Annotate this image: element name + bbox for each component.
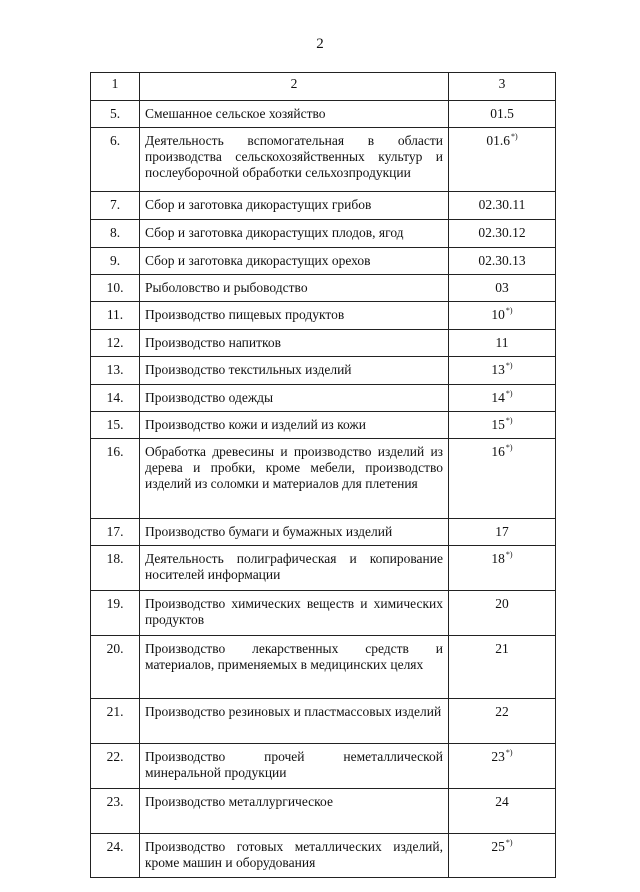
table-row (91, 248, 556, 275)
activity-code-cell (449, 744, 556, 789)
activity-code-cell (449, 330, 556, 357)
row-number: 11. (91, 302, 140, 330)
activity-name: Производство лекарственных средств и материалов, применяемых в медицинских целях (140, 636, 449, 699)
header-cell-3: 3 (449, 73, 556, 101)
table-body (91, 73, 556, 878)
activity-name: Смешанное сельское хозяйство (140, 101, 449, 128)
row-number: 9. (91, 248, 140, 275)
activity-code-cell (449, 101, 556, 128)
activity-code: 13 (491, 362, 505, 377)
activity-code: 16 (491, 444, 505, 459)
row-number: 5. (91, 101, 140, 128)
row-number: 19. (91, 591, 140, 636)
row-number: 24. (91, 834, 140, 878)
activity-code: 18 (491, 551, 505, 566)
row-number: 20. (91, 636, 140, 699)
row-number: 10. (91, 275, 140, 302)
table-row (91, 192, 556, 220)
activity-code: 02.30.13 (478, 253, 526, 268)
activity-code: 21 (495, 641, 509, 656)
table-row (91, 519, 556, 546)
activity-name: Производство бумаги и бумажных изделий (140, 519, 449, 546)
row-number: 18. (91, 546, 140, 591)
page-number: 2 (316, 36, 324, 52)
footnote-mark: *) (505, 748, 513, 757)
activity-name: Сбор и заготовка дикорастущих плодов, ягод (140, 220, 449, 248)
footnote-mark: *) (505, 838, 513, 847)
row-number: 21. (91, 699, 140, 744)
activity-code-cell (449, 357, 556, 385)
footnote-mark: *) (505, 361, 513, 370)
activity-name: Производство пищевых продуктов (140, 302, 449, 330)
row-number: 13. (91, 357, 140, 385)
activity-code-cell (449, 128, 556, 192)
activity-code-cell (449, 439, 556, 519)
activity-name: Деятельность вспомогательная в области производства сельскохозяйственных культур и послеуборочной обработки сельхозпродукции (140, 128, 449, 192)
activity-code-cell (449, 275, 556, 302)
activity-code-cell (449, 192, 556, 220)
table-row (91, 636, 556, 699)
activity-name: Производство текстильных изделий (140, 357, 449, 385)
table-row (91, 834, 556, 878)
row-number: 16. (91, 439, 140, 519)
header-cell-2: 2 (140, 73, 449, 101)
activity-code-cell (449, 591, 556, 636)
activity-code: 24 (495, 794, 509, 809)
table-row (91, 699, 556, 744)
activity-name: Производство напитков (140, 330, 449, 357)
activity-code: 01.5 (490, 106, 514, 121)
activity-code-cell (449, 412, 556, 439)
row-number: 7. (91, 192, 140, 220)
activity-code-cell (449, 248, 556, 275)
footnote-mark: *) (505, 306, 513, 315)
footnote-mark: *) (505, 550, 513, 559)
footnote-mark: *) (510, 132, 518, 141)
activity-name: Производство готовых металлических изделий, кроме машин и оборудования (140, 834, 449, 878)
activity-name: Производство одежды (140, 385, 449, 412)
row-number: 15. (91, 412, 140, 439)
activity-name: Сбор и заготовка дикорастущих орехов (140, 248, 449, 275)
activity-code-cell (449, 636, 556, 699)
activity-name: Производство металлургическое (140, 789, 449, 834)
table-row (91, 546, 556, 591)
activity-code-cell (449, 789, 556, 834)
table-row (91, 302, 556, 330)
footnote-mark: *) (505, 389, 513, 398)
activity-code: 14 (491, 390, 505, 405)
activity-name: Рыболовство и рыбоводство (140, 275, 449, 302)
activity-name: Сбор и заготовка дикорастущих грибов (140, 192, 449, 220)
row-number: 23. (91, 789, 140, 834)
activity-name: Производство резиновых и пластмассовых изделий (140, 699, 449, 744)
table-header-row (91, 73, 556, 101)
row-number: 6. (91, 128, 140, 192)
activity-code: 02.30.12 (478, 225, 526, 240)
activity-code-cell (449, 519, 556, 546)
table-row (91, 439, 556, 519)
table-row (91, 789, 556, 834)
row-number: 14. (91, 385, 140, 412)
activity-code: 20 (495, 596, 509, 611)
activity-code: 15 (491, 417, 505, 432)
table-row (91, 744, 556, 789)
row-number: 12. (91, 330, 140, 357)
activity-code-cell (449, 834, 556, 878)
activity-code: 02.30.11 (478, 197, 526, 212)
activity-code-cell (449, 699, 556, 744)
activity-code-cell (449, 546, 556, 591)
activity-name: Обработка древесины и производство изделий из дерева и пробки, кроме мебели, производство изделий из соломки и материалов для плетения (140, 439, 449, 519)
row-number: 17. (91, 519, 140, 546)
table-row (91, 412, 556, 439)
activity-code-cell (449, 220, 556, 248)
activity-code: 17 (495, 524, 509, 539)
activity-code-cell (449, 385, 556, 412)
table-row (91, 128, 556, 192)
row-number: 22. (91, 744, 140, 789)
activity-code: 03 (495, 280, 509, 295)
header-cell-1: 1 (91, 73, 140, 101)
table-row (91, 101, 556, 128)
activity-code: 25 (491, 839, 505, 854)
activity-code: 11 (495, 335, 509, 350)
table-row (91, 275, 556, 302)
table-row (91, 330, 556, 357)
activity-codes-table (90, 72, 556, 878)
table-row (91, 385, 556, 412)
row-number: 8. (91, 220, 140, 248)
table-row (91, 591, 556, 636)
activity-code-cell (449, 302, 556, 330)
table-row (91, 357, 556, 385)
table-row (91, 220, 556, 248)
activity-name: Деятельность полиграфическая и копирование носителей информации (140, 546, 449, 591)
footnote-mark: *) (505, 443, 513, 452)
activity-code: 23 (491, 749, 505, 764)
activity-name: Производство кожи и изделий из кожи (140, 412, 449, 439)
activity-code: 10 (491, 307, 505, 322)
activity-code: 01.6 (486, 133, 510, 148)
activity-name: Производство прочей неметаллической минеральной продукции (140, 744, 449, 789)
footnote-mark: *) (505, 416, 513, 425)
activity-code: 22 (495, 704, 509, 719)
activity-name: Производство химических веществ и химических продуктов (140, 591, 449, 636)
